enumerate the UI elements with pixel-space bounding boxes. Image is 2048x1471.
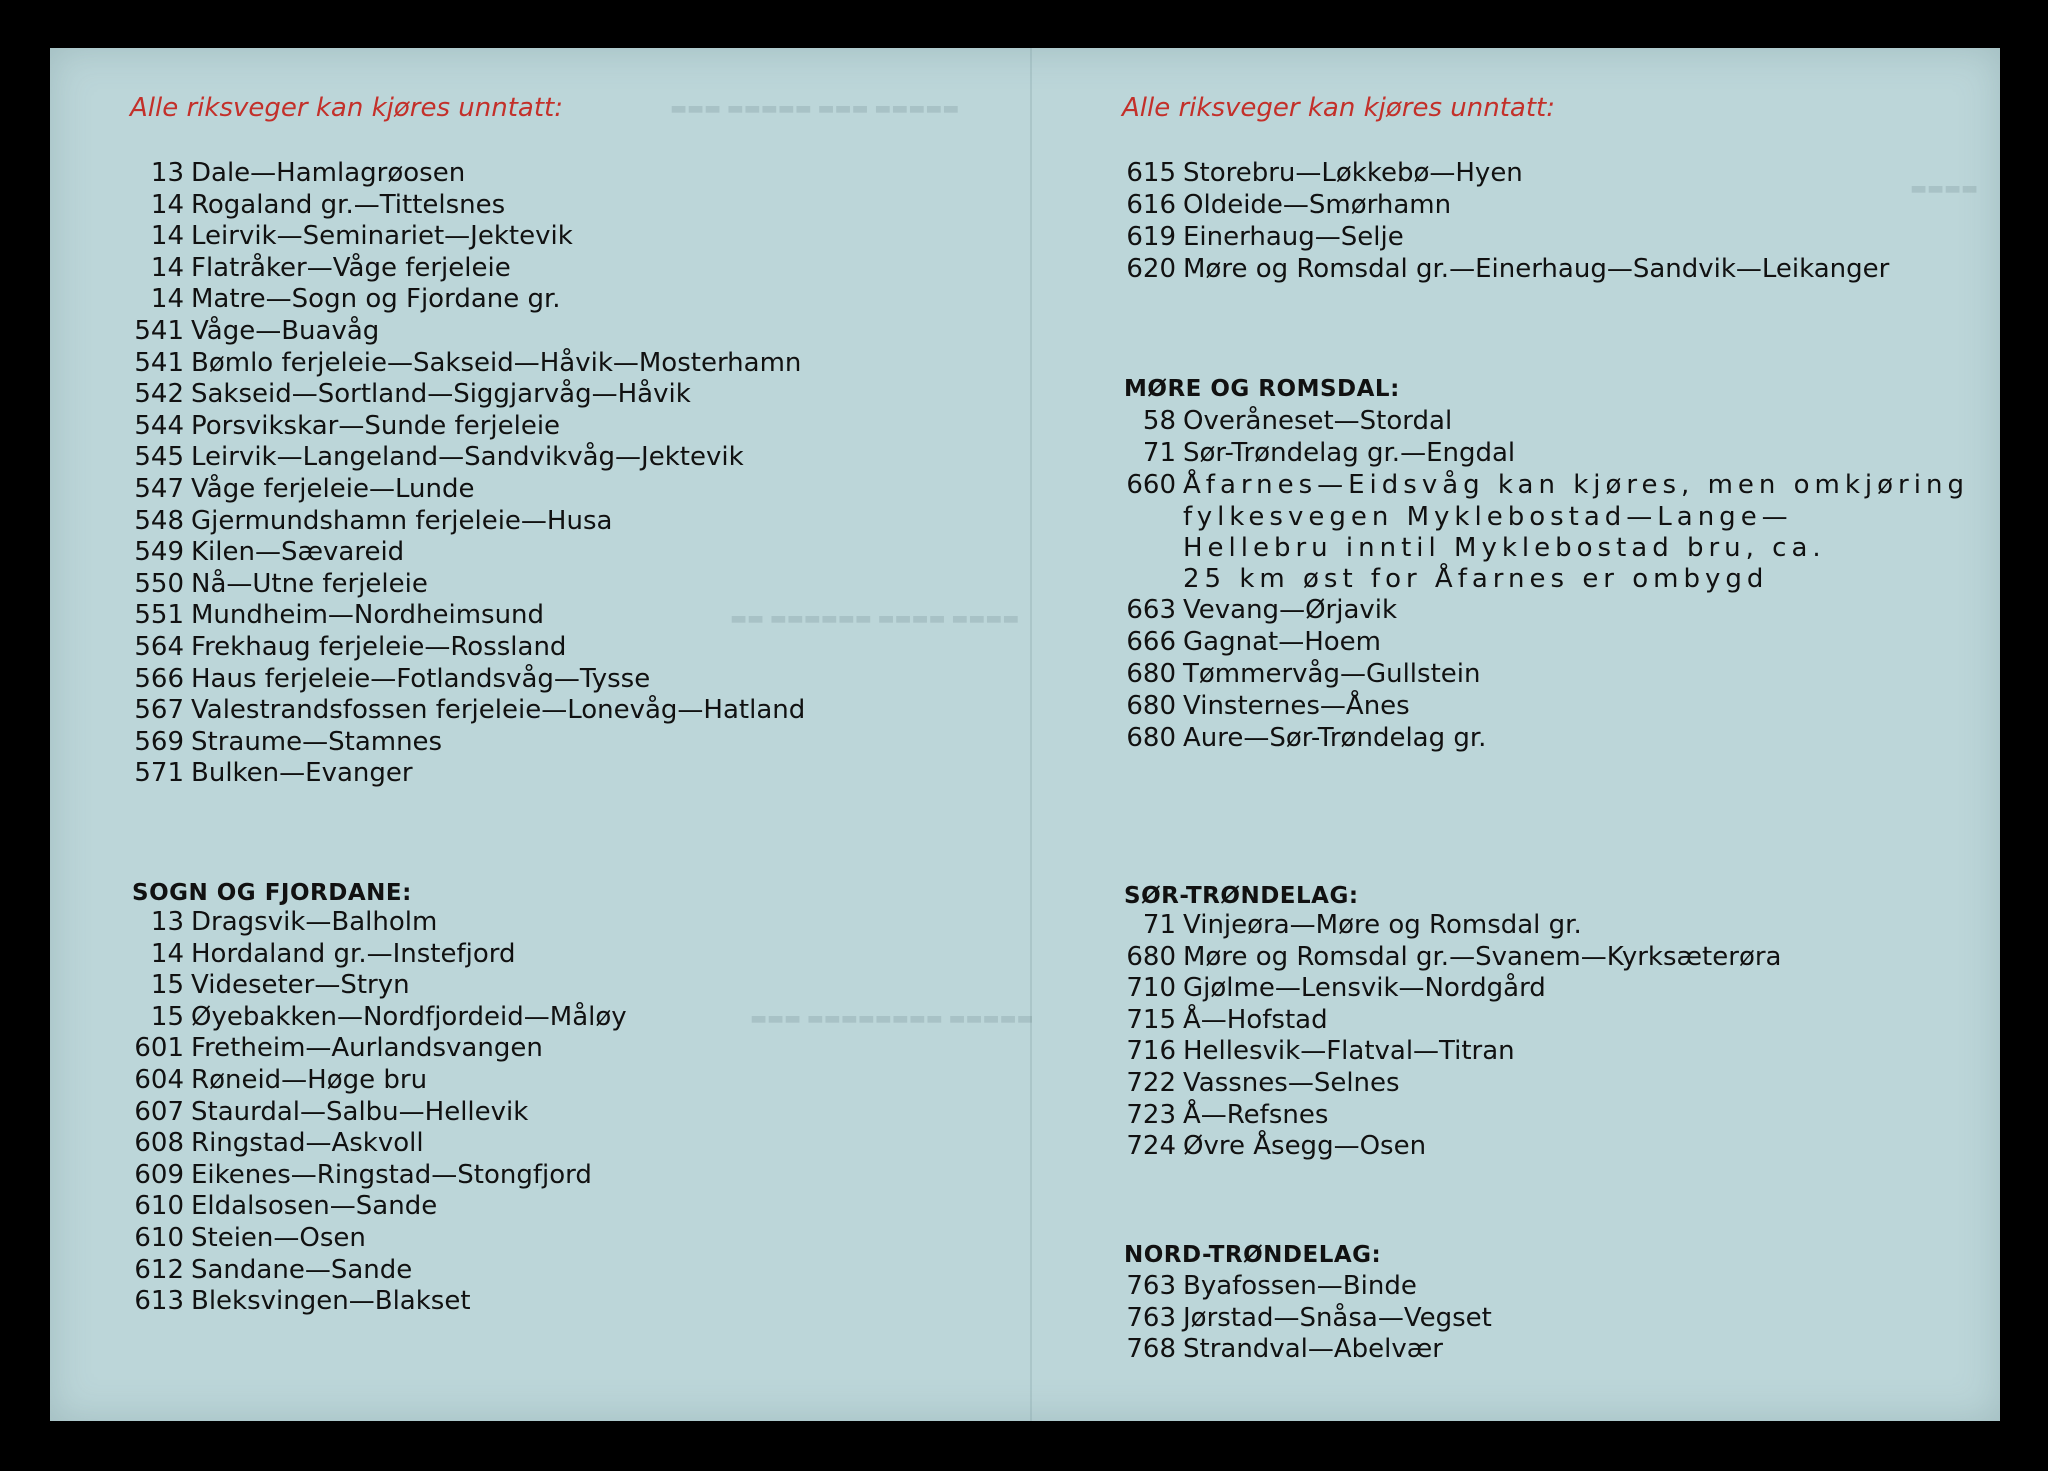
route-number: 548 — [134, 505, 184, 536]
route-entry — [130, 1255, 412, 1287]
route-text: Å—Hofstad — [1183, 1004, 1328, 1035]
route-entry — [130, 569, 428, 601]
route-entry — [1122, 1334, 1443, 1366]
route-entry — [130, 1033, 543, 1065]
route-text: Sør-Trøndelag gr.—Engdal — [1183, 438, 1516, 468]
route-number: 609 — [134, 1159, 184, 1190]
route-entry — [130, 1223, 366, 1255]
route-number: 620 — [1126, 254, 1176, 284]
route-entry — [130, 190, 505, 222]
route-text: Møre og Romsdal gr.—Svanem—Kyrksæterøra — [1183, 941, 1782, 972]
route-entry — [1122, 406, 1452, 438]
route-entry — [1122, 1271, 1417, 1303]
route-entry — [1122, 659, 1480, 691]
route-number: 680 — [1126, 941, 1176, 972]
route-text: Gagnat—Hoem — [1183, 627, 1381, 657]
route-text: Valestrandsfossen ferjeleie—Lonevåg—Hatland — [191, 695, 806, 726]
route-entry — [1122, 254, 1889, 286]
route-entry — [130, 284, 561, 316]
route-text: Mundheim—Nordheimsund — [191, 600, 545, 631]
show-through-text: ▬▬▬▬ — [1910, 178, 1979, 199]
route-text: Å—Refsnes — [1183, 1099, 1329, 1130]
route-number: 680 — [1126, 723, 1176, 753]
route-text: Flatråker—Våge ferjeleie — [191, 252, 511, 283]
route-number: 613 — [134, 1286, 184, 1317]
route-text: Gjølme—Lensvik—Nordgård — [1183, 973, 1546, 1004]
route-text: Møre og Romsdal gr.—Einerhaug—Sandvik—Leikanger — [1183, 254, 1890, 284]
show-through-text: ▬▬▬ ▬▬▬▬▬▬▬▬ ▬▬▬▬▬ — [750, 1008, 1034, 1029]
route-text: Vassnes—Selnes — [1183, 1068, 1400, 1098]
route-text: Hordaland gr.—Instefjord — [191, 938, 516, 969]
route-text-continued: Hellebru inntil Myklebostad bru, ca. — [1183, 533, 1826, 563]
route-number: 763 — [1126, 1302, 1176, 1333]
route-number: 724 — [1126, 1131, 1176, 1162]
route-text: Storebru—Løkkebø—Hyen — [1183, 158, 1523, 188]
route-number: 550 — [134, 568, 184, 599]
route-number: 607 — [134, 1096, 184, 1127]
route-entry — [130, 411, 560, 443]
route-number: 14 — [150, 284, 184, 315]
route-entry — [1122, 1131, 1426, 1163]
route-number: 716 — [1126, 1036, 1176, 1067]
route-text: Kilen—Sævareid — [191, 537, 405, 568]
route-entry — [1122, 438, 1515, 470]
route-entry — [130, 664, 650, 696]
route-text: Dale—Hamlagrøosen — [191, 158, 466, 188]
route-entry — [1122, 973, 1546, 1005]
route-text: Overåneset—Stordal — [1183, 406, 1453, 436]
route-text: Vevang—Ørjavik — [1183, 595, 1398, 625]
route-text: Leirvik—Seminariet—Jektevik — [191, 221, 573, 252]
route-number: 660 — [1126, 470, 1176, 500]
route-entry — [130, 1128, 424, 1160]
route-text: Sakseid—Sortland—Siggjarvåg—Håvik — [191, 379, 691, 410]
route-entry-660 — [1122, 470, 1969, 502]
route-number: 58 — [1142, 406, 1176, 436]
route-entry — [1122, 691, 1410, 723]
route-number: 549 — [134, 537, 184, 568]
route-text: Våge ferjeleie—Lunde — [191, 474, 475, 504]
route-number: 564 — [134, 632, 184, 662]
route-number: 545 — [134, 442, 184, 473]
route-text: Bømlo ferjeleie—Sakseid—Håvik—Mosterhamn — [191, 347, 802, 378]
route-entry — [130, 1160, 592, 1192]
route-number: 610 — [134, 1223, 184, 1253]
route-text-continued: 25 km øst for Åfarnes er ombygd — [1183, 564, 1769, 594]
route-number: 666 — [1126, 627, 1176, 657]
route-number: 551 — [134, 600, 184, 631]
route-entry — [1122, 1068, 1400, 1100]
section-title-sogn: SOGN OG FJORDANE: — [132, 880, 412, 906]
route-number: 569 — [134, 726, 184, 757]
route-text: Haus ferjeleie—Fotlandsvåg—Tysse — [191, 663, 651, 694]
route-text: Vinjeøra—Møre og Romsdal gr. — [1183, 910, 1582, 940]
show-through-text: ▬▬▬ ▬▬▬▬▬ ▬▬▬ ▬▬▬▬▬ — [670, 98, 960, 119]
route-text: Øvre Åsegg—Osen — [1183, 1131, 1427, 1162]
route-number: 715 — [1126, 1004, 1176, 1035]
route-text: Aure—Sør-Trøndelag gr. — [1183, 723, 1487, 753]
route-number: 542 — [134, 379, 184, 410]
route-number: 722 — [1126, 1068, 1176, 1098]
route-number: 763 — [1126, 1271, 1176, 1301]
route-entry — [1122, 1100, 1328, 1132]
section-title-nord: NORD-TRØNDELAG: — [1124, 1242, 1382, 1268]
route-entry — [130, 727, 442, 759]
route-entry — [1122, 1303, 1492, 1335]
route-number: 14 — [150, 189, 184, 220]
route-number: 608 — [134, 1128, 184, 1159]
route-text: Jørstad—Snåsa—Vegset — [1183, 1302, 1492, 1333]
route-text: Røneid—Høge bru — [191, 1065, 428, 1095]
route-entry — [1122, 1036, 1515, 1068]
route-entry — [130, 474, 474, 506]
route-entry — [130, 506, 612, 538]
route-entry — [130, 221, 573, 253]
route-entry — [130, 442, 744, 474]
route-text: Vinsternes—Ånes — [1183, 691, 1410, 721]
route-number: 604 — [134, 1065, 184, 1095]
route-text: Porsvikskar—Sunde ferjeleie — [191, 410, 561, 441]
route-entry — [1122, 190, 1451, 222]
route-number: 13 — [150, 158, 184, 188]
route-number: 15 — [150, 1001, 184, 1032]
route-number: 619 — [1126, 222, 1176, 252]
route-number: 14 — [150, 252, 184, 283]
route-entry — [130, 158, 465, 190]
route-entry — [130, 695, 805, 727]
route-entry — [1122, 222, 1404, 254]
route-text: Øyebakken—Nordfjordeid—Måløy — [191, 1001, 627, 1032]
route-text: Dragsvik—Balholm — [191, 907, 438, 937]
route-entry — [130, 1286, 471, 1318]
route-text: Nå—Utne ferjeleie — [191, 568, 428, 599]
route-text: Åfarnes—Eidsvåg kan kjøres, men omkjøring — [1183, 470, 1969, 500]
route-text: Eldalsosen—Sande — [191, 1191, 438, 1222]
route-entry — [1122, 1005, 1328, 1037]
route-number: 663 — [1126, 595, 1176, 625]
route-entry — [130, 1097, 528, 1129]
route-entry — [130, 1191, 437, 1223]
route-number: 547 — [134, 474, 184, 504]
route-entry — [130, 758, 413, 790]
route-entry — [1122, 595, 1397, 627]
route-text: Sandane—Sande — [191, 1254, 413, 1285]
route-entry — [1122, 910, 1582, 942]
route-number: 610 — [134, 1191, 184, 1222]
route-number: 14 — [150, 938, 184, 969]
route-text: Bleksvingen—Blakset — [191, 1286, 471, 1317]
route-entry — [130, 600, 544, 632]
route-text: Leirvik—Langeland—Sandvikvåg—Jektevik — [191, 442, 744, 473]
route-number: 768 — [1126, 1334, 1176, 1365]
route-text: Videseter—Stryn — [191, 970, 410, 1001]
route-text: Eikenes—Ringstad—Stongfjord — [191, 1159, 592, 1190]
route-entry — [1122, 942, 1781, 974]
route-entry — [130, 537, 404, 569]
route-number: 567 — [134, 695, 184, 726]
route-entry — [130, 907, 437, 939]
route-text: Ringstad—Askvoll — [191, 1128, 424, 1159]
route-text: Frekhaug ferjeleie—Rossland — [191, 632, 567, 662]
route-text: Oldeide—Smørhamn — [1183, 190, 1452, 220]
route-entry — [1122, 723, 1486, 755]
route-number: 680 — [1126, 691, 1176, 721]
route-number: 680 — [1126, 659, 1176, 689]
route-entry — [1122, 158, 1523, 190]
route-entry — [130, 379, 691, 411]
section-title-more: MØRE OG ROMSDAL: — [1124, 376, 1400, 402]
route-text: Gjermundshamn ferjeleie—Husa — [191, 505, 613, 536]
route-number: 541 — [134, 316, 184, 346]
route-entry — [130, 1065, 427, 1097]
route-number: 571 — [134, 758, 184, 789]
route-card — [50, 48, 2000, 1421]
route-text: Staurdal—Salbu—Hellevik — [191, 1096, 529, 1127]
route-text: Strandval—Abelvær — [1183, 1334, 1443, 1365]
route-text: Matre—Sogn og Fjordane gr. — [191, 284, 561, 315]
route-text: Hellesvik—Flatval—Titran — [1183, 1036, 1515, 1067]
route-text: Einerhaug—Selje — [1183, 222, 1404, 252]
route-number: 566 — [134, 663, 184, 694]
route-number: 541 — [134, 347, 184, 378]
route-text: Våge—Buavåg — [191, 316, 380, 346]
route-entry — [130, 1002, 627, 1034]
route-text-continued: fylkesvegen Myklebostad—Lange— — [1183, 502, 1793, 532]
route-text: Steien—Osen — [191, 1223, 366, 1253]
route-entry — [130, 253, 511, 285]
route-entry — [130, 939, 516, 971]
route-number: 612 — [134, 1254, 184, 1285]
right-heading: Alle riksveger kan kjøres unntatt: — [1122, 93, 1555, 123]
route-entry — [130, 348, 801, 380]
route-text: Straume—Stamnes — [191, 726, 443, 757]
show-through-text: ▬▬ ▬▬▬▬▬▬ ▬▬▬▬ ▬▬▬▬ — [730, 608, 1020, 629]
route-entry — [1122, 627, 1381, 659]
route-entry — [130, 316, 379, 348]
route-text: Fretheim—Aurlandsvangen — [191, 1033, 543, 1064]
route-number: 15 — [150, 970, 184, 1001]
route-number: 71 — [1142, 438, 1176, 468]
route-number: 14 — [150, 221, 184, 252]
route-text: Rogaland gr.—Tittelsnes — [191, 189, 506, 220]
route-number: 13 — [150, 907, 184, 937]
route-number: 601 — [134, 1033, 184, 1064]
route-entry — [130, 632, 566, 664]
route-number: 616 — [1126, 190, 1176, 220]
route-number: 710 — [1126, 973, 1176, 1004]
center-fold — [1030, 48, 1032, 1421]
route-entry — [130, 970, 410, 1002]
route-number: 615 — [1126, 158, 1176, 188]
route-text: Bulken—Evanger — [191, 758, 413, 789]
route-number: 71 — [1142, 910, 1176, 940]
route-text: Tømmervåg—Gullstein — [1183, 659, 1481, 689]
route-number: 723 — [1126, 1099, 1176, 1130]
route-text: Byafossen—Binde — [1183, 1271, 1417, 1301]
left-heading: Alle riksveger kan kjøres unntatt: — [130, 93, 563, 123]
route-number: 544 — [134, 410, 184, 441]
section-title-sor: SØR-TRØNDELAG: — [1124, 883, 1359, 909]
